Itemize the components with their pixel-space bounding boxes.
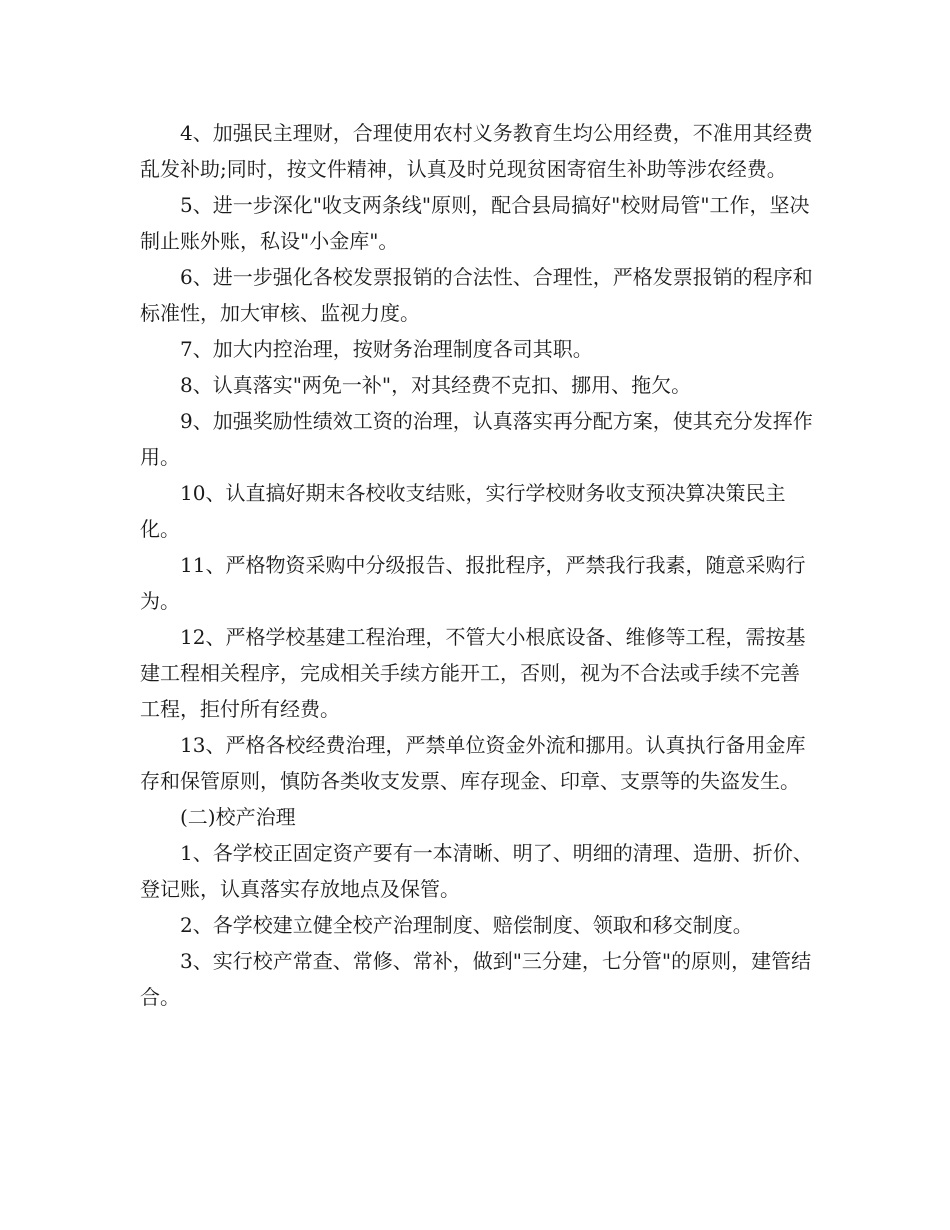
asset-item-2: 2、各学校建立健全校产治理制度、赔偿制度、领取和移交制度。 (180, 913, 753, 937)
paragraph-item-5: 5、进一步深化"收支两条线"原则，配合县局搞好"校财局管"工作，坚决制止账外账，私设"小金库"。 (140, 193, 810, 253)
paragraph-item-8: 8、认真落实"两免一补"，对其经费不克扣、挪用、拖欠。 (180, 373, 692, 397)
paragraph-item-11: 11、严格物资采购中分级报告、报批程序，严禁我行我素，随意采购行为。 (140, 553, 806, 613)
paragraph-item-13: 13、严格各校经费治理，严禁单位资金外流和挪用。认真执行备用金库存和保管原则，慎防各类收支发票、库存现金、印章、支票等的失盗发生。 (140, 733, 806, 793)
paragraph-item-7: 7、加大内控治理，按财务治理制度各司其职。 (180, 337, 593, 361)
paragraph-item-10: 10、认直搞好期末各校收支结账，实行学校财务收支预决算决策民主化。 (140, 481, 786, 541)
paragraph-item-6: 6、进一步强化各校发票报销的合法性、合理性，严格发票报销的程序和标准性，加大审核、监视力度。 (140, 265, 813, 325)
section-heading: (二)校产治理 (180, 805, 296, 829)
asset-item-1: 1、各学校正固定资产要有一本清晰、明了、明细的清理、造册、折价、登记账，认真落实存放地点及保管。 (140, 841, 813, 901)
paragraph-item-12: 12、严格学校基建工程治理，不管大小根底设备、维修等工程，需按基建工程相关程序，完成相关手续方能开工，否则，视为不合法或手续不完善工程，拒付所有经费。 (140, 625, 806, 721)
document-body (140, 115, 815, 1015)
asset-item-3: 3、实行校产常查、常修、常补，做到"三分建，七分管"的原则，建管结合。 (140, 949, 812, 1009)
paragraph-item-4: 4、加强民主理财，合理使用农村义务教育生均公用经费，不准用其经费乱发补助;同时，按文件精神，认真及时兑现贫困寄宿生补助等涉农经费。 (140, 121, 813, 181)
paragraph-item-9: 9、加强奖励性绩效工资的治理，认真落实再分配方案，使其充分发挥作用。 (140, 409, 813, 469)
